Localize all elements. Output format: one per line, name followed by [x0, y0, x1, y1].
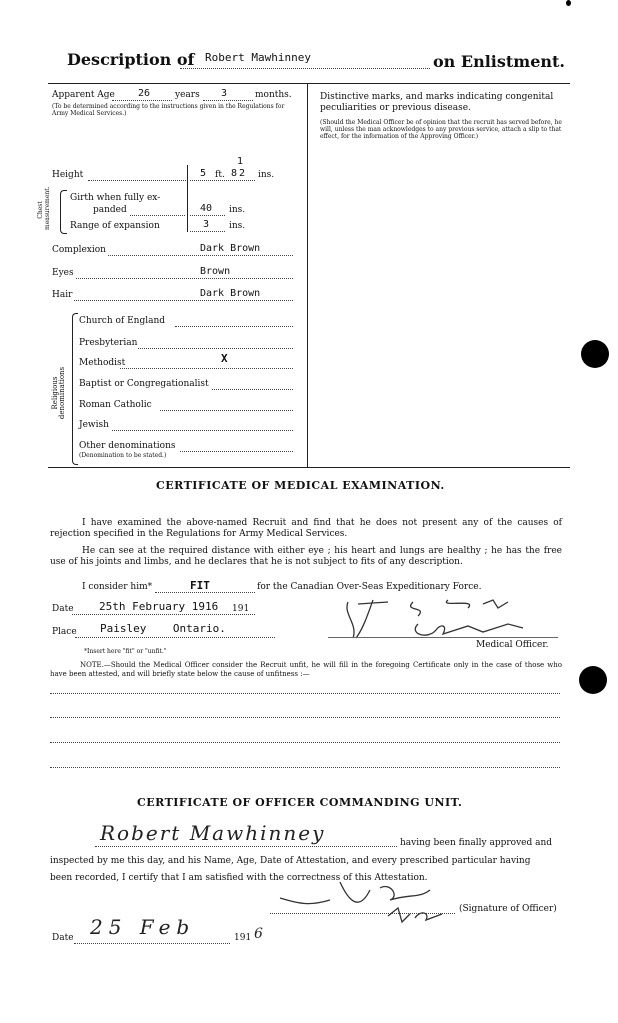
commanding-text-a: having been finally approved and [400, 838, 553, 848]
complexion-value: Dark Brown [200, 243, 261, 254]
denomination-church-of-england: Church of England [79, 316, 166, 326]
height-ins-label: ins. [258, 170, 275, 180]
commanding-year-prefix: 191 [234, 933, 252, 943]
feet-label: ft. [215, 170, 225, 180]
consider-label: I consider him* [82, 582, 153, 592]
denomination-jewish: Jewish [79, 420, 109, 430]
religious-label: Religious denominations [51, 366, 66, 420]
denomination-presbyterian: Presbyterian [79, 338, 138, 348]
handwritten-recruit-name: Robert Mawhinney [100, 821, 326, 845]
hair-value: Dark Brown [200, 288, 261, 299]
girth-ins-label: ins. [229, 205, 246, 215]
force-label: for the Canadian Over-Seas Expeditionary Force. [257, 582, 482, 592]
recruit-name: Robert Mawhinney [205, 51, 311, 64]
commanding-date-label: Date [52, 933, 74, 943]
apparent-age-label: Apparent Age [52, 90, 115, 100]
commanding-text-c: been recorded, I certify that I am satisfied with the correctness of this Attestation. [50, 873, 428, 883]
complexion-label: Complexion [52, 245, 106, 255]
denomination-note: (Denomination to be stated.) [79, 452, 167, 459]
age-years: 26 [138, 88, 151, 99]
girth-value: 40 [200, 203, 213, 214]
place-value: Paisley Ontario. [100, 622, 226, 635]
eyes-label: Eyes [52, 268, 74, 278]
chest-label: Chest measurement. [37, 186, 51, 230]
distinctive-marks-heading: Distinctive marks, and marks indicating congenital peculiarities or previous disease. [320, 92, 554, 113]
distinctive-marks-note: (Should the Medical Officer be of opinion that the recruit has served before, he will, unless the man acknowledges to any previous service, attach a slip to that effect, for the information of the Approving Officer.) [320, 119, 562, 140]
denomination-baptist: Baptist or Congregationalist [79, 379, 209, 389]
page-title-left: Description of [67, 50, 195, 69]
range-label: Range of expansion [70, 221, 160, 231]
hair-label: Hair [52, 290, 73, 300]
height-feet: 5 [200, 168, 207, 179]
age-note: (To be determined according to the instructions given in the Regulations for Army Medical Services.) [52, 103, 285, 117]
unfit-note: NOTE.—Should the Medical Officer consider the Recruit unfit, he will fill in the foregoing Certificate only in the case of those who have been attested, and will briefly state below the cause of unfitness :— [50, 661, 562, 678]
denomination-roman-catholic: Roman Catholic [79, 400, 152, 410]
medical-officer-signature [318, 594, 568, 646]
range-ins-label: ins. [229, 221, 246, 231]
height-frac-den: 2 [239, 168, 246, 179]
girth-label-2: panded [93, 205, 127, 215]
medical-year-prefix: 191 [232, 604, 250, 614]
denomination-other: Other denominations [79, 441, 176, 451]
fitness-value: FIT [190, 579, 210, 592]
punch-hole-bottom [579, 666, 607, 694]
medical-officer-label: Medical Officer. [476, 640, 549, 650]
commanding-officer-signature [270, 870, 460, 940]
medical-paragraph-2: He can see at the required distance with either eye ; his heart and lungs are healthy ; he has the free use of his joints and limbs, and he declares that he is not subject to fits of any description. [50, 546, 562, 567]
place-label: Place [52, 627, 77, 637]
punch-hole-top [581, 340, 609, 368]
medical-date-value: 25th February 1916 [99, 600, 219, 613]
range-value: 3 [203, 219, 210, 230]
commanding-text-b: inspected by me this day, and his Name, Age, Date of Attestation, and every prescribed particular having [50, 856, 531, 866]
denomination-methodist: Methodist [79, 358, 126, 368]
age-months: 3 [221, 88, 228, 99]
eyes-value: Brown [200, 266, 231, 277]
years-label: years [175, 90, 200, 100]
commanding-certificate-heading: CERTIFICATE OF OFFICER COMMANDING UNIT. [137, 796, 463, 809]
handwritten-year-suffix: 6 [254, 926, 263, 942]
medical-paragraph-1: I have examined the above-named Recruit and find that he does not present any of the causes of rejection specified in the Regulations for Army Medical Services. [50, 518, 562, 539]
height-frac-num: 1 [237, 156, 244, 167]
methodist-mark: X [221, 352, 228, 365]
medical-date-label: Date [52, 604, 74, 614]
girth-label-1: Girth when fully ex- [70, 193, 161, 203]
handwritten-date: 25 Feb [90, 915, 196, 939]
height-inches: 8 [231, 168, 238, 179]
medical-certificate-heading: CERTIFICATE OF MEDICAL EXAMINATION. [156, 479, 445, 492]
insert-note: *Insert here "fit" or "unfit." [84, 648, 167, 655]
scan-mark [566, 0, 571, 6]
signature-of-officer-label: (Signature of Officer) [459, 904, 557, 914]
height-label: Height [52, 170, 84, 180]
page-title-right: on Enlistment. [433, 52, 565, 71]
months-label: months. [255, 90, 292, 100]
